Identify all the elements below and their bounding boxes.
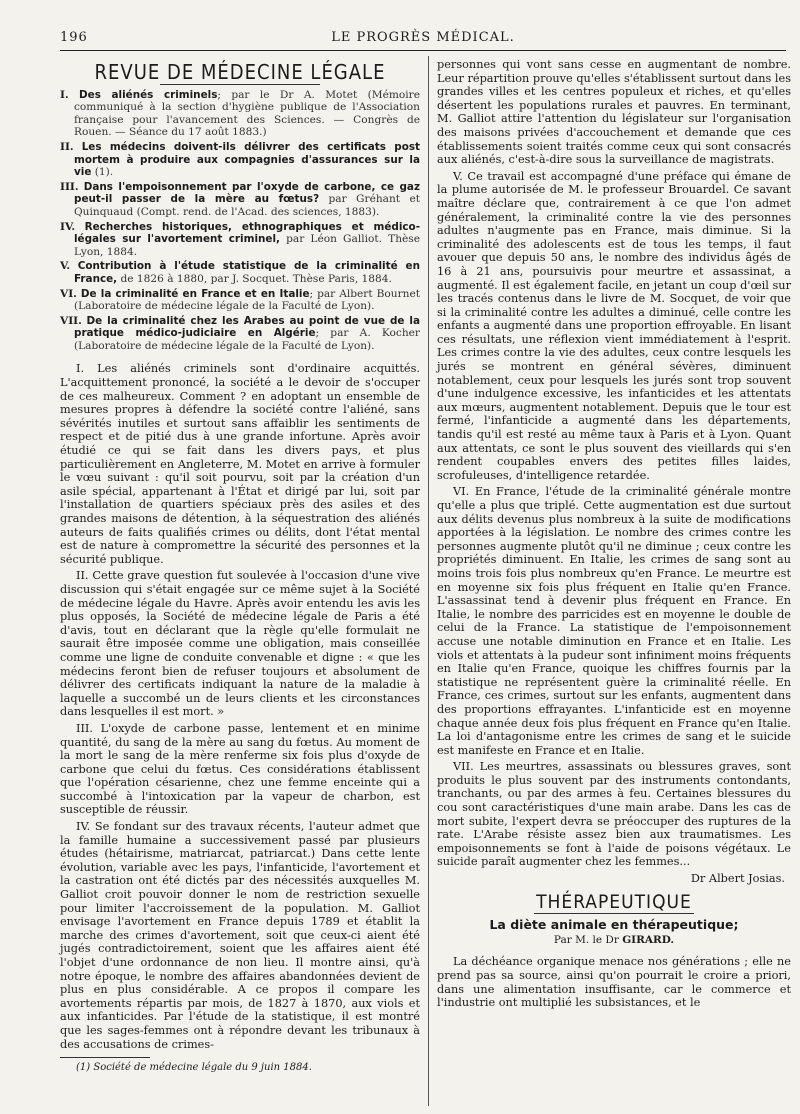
contents-item: II. Les médecins doivent-ils délivrer des certificats post mortem à produire aux compagnies d'assurances sur la vie (1). xyxy=(60,140,421,179)
contents-item: I. Des aliénés criminels; par le Dr A. Motet (Mémoire communiqué à la section d'hygiène publique de l'Association française pour l'avancement des Sciences. — Congrès de Rouen. — Séance du 17 août 1883.) xyxy=(60,88,420,139)
byline-author: GIRARD. xyxy=(622,933,675,946)
paragraph-vii: VII. Les meurtres, assassinats ou blessures graves, sont produits le plus souvent par des instruments contondants, tranchants, ou par des armes à feu. Certaines blessures du cou sont caractéristiques d'une main arabe. Dans les cas de mort subite, l'expert devra se préoccuper des ruptures de la rate. L'Arabe résiste assez bien aux traumatismes. Les empoisonnements se font à l'aide de poisons végétaux. Le suicide paraît augmenter chez les femmes... xyxy=(437,760,791,869)
paragraph-iv-continued: personnes qui vont sans cesse en augmentant de nombre. Leur répartition prouve qu'elles s'établissent surtout dans les grandes villes et les centres populeux et riches, et qu'elles désertent les populations rurales et pauvres. En terminant, M. Galliot attire l'attention du législateur sur l'organisation des maisons privées d'accouchement et demande que ces établissements soient traités comme ceux qui sont consacrés aux aliénés, c'est-à-dire sous la surveillance de magistrats. xyxy=(437,58,791,167)
article-byline xyxy=(437,934,791,948)
paragraph-ii: II. Cette grave question fut soulevée à l'occasion d'une vive discussion qui s'était engagée sur ce même sujet à la Société de médecine légale du Havre. Après avoir entendu les avis les plus opposés, la Société de médecine légale de Paris a été d'avis, tout en déclarant que la règle qu'elle formulait ne saurait être imposée comme une obligation, mais conseillée comme une ligne de conduite convenable et digne : « que les médecins feront bien de refuser toujours et absolument de délivrer des certificats indiquant la nature de la maladie à laquelle a succombé un de leurs clients et les circonstances dans lesquelles il est mort. » xyxy=(60,569,420,719)
right-column xyxy=(437,58,791,1013)
footnote: (1) Société de médecine légale du 9 juin 1884. xyxy=(76,1062,312,1074)
contents-item: VII. De la criminalité chez les Arabes au point de vue de la pratique médico-judiciaire en Algérie; par A. Kocher (Laboratoire de médecine légale de la Faculté de Lyon). xyxy=(60,314,420,352)
contents-item: V. Contribution à l'étude statistique de la criminalité en France, de 1826 à 1880, par J. Socquet. Thèse Paris, 1884. xyxy=(60,260,420,285)
review-contents-list xyxy=(60,89,420,353)
paragraph-v: V. Ce travail est accompagné d'une préface qui émane de la plume autorisée de M. le professeur Brouardel. Ce savant maître déclare que, contrairement à ce que l'on admet généralement, la criminalité contre la vie des personnes adultes n'augmente pas en France, mais diminue. Si la criminalité des adolescents est de tous les temps, il faut avouer que depuis 50 ans, le nombre des individus âgés de 16 à 21 ans, poursuivis pour meurtre et assassinat, a augmenté. Il est également facile, en jetant un coup d'œil sur les tracés contenus dans le livre de M. Socquet, de voir que si la criminalité contre les adultes a diminué, celle contre les enfants a augmenté dans une proportion effroyable. En lisant ces résultats, une réflexion vient immédiatement à l'esprit. Les crimes contre la vie des adultes, ceux contre lesquels les jurés se montrent en général sévères, diminuent notablement, ceux pour lesquels les jurés sont trop souvent d'une indulgence excessive, les infanticides et les attentats aux mœurs, augmentent notablement. Depuis que le tour est fermé, l'infanticide a augmenté dans les départements, tandis qu'il est resté au même taux à Paris et à Lyon. Quant aux attentats, ce sont le plus souvent des vieillards qui s'en rendent coupables envers des petites filles laides, scrofuleuses, d'intelligence retardée. xyxy=(437,169,791,482)
page-number: 196 xyxy=(60,30,88,45)
section-title-medecine-legale: REVUE DE MÉDECINE LÉGALE xyxy=(94,60,386,84)
paragraph-iii: III. L'oxyde de carbone passe, lentement et en minime quantité, du sang de la mère au sang du fœtus. Au moment de la mort le sang de la mère renferme six fois plus d'oxyde de carbone que celui du fœtus. Ces considérations établissent que l'opération césarienne, chez une femme enceinte qui a succombé à l'intoxication par la vapeur de charbon, est susceptible de réussir. xyxy=(60,721,420,817)
section-title-therapeutique: THÉRAPEUTIQUE xyxy=(536,890,692,913)
article-paragraph: La déchéance organique menace nos générations ; elle ne prend pas sa source, ainsi qu'on pourrait le croire a priori, dans une alimentation insuffisante, car le commerce et l'industrie ont multiplié les subsistances, et le xyxy=(437,955,791,1010)
running-header xyxy=(60,30,786,51)
journal-title: LE PROGRÈS MÉDICAL. xyxy=(331,30,515,45)
contents-item: VI. De la criminalité en France et en Italie; par Albert Bournet (Laboratoire de médecine légale de la Faculté de Lyon). xyxy=(60,287,420,313)
left-column xyxy=(60,58,420,1078)
contents-item: IV. Recherches historiques, ethnographiques et médico-légales sur l'avortement criminel, par Léon Galliot. Thèse Lyon, 1884. xyxy=(60,220,421,258)
byline-prefix: Par M. le Dr xyxy=(553,933,619,946)
contents-item: III. Dans l'empoisonnement par l'oxyde de carbone, ce gaz peut-il passer de la mère au fœtus? par Gréhant et Quinquaud (Compt. rend. de l'Acad. des sciences, 1883). xyxy=(60,180,420,218)
column-divider xyxy=(428,56,429,1106)
paragraph-iv: IV. Se fondant sur des travaux récents, l'auteur admet que la famille humaine a successivement passé par plusieurs études (hétairisme, matriarcat, patriarcat.) Dans cette lente évolution, variable avec les pays, l'infanticide, l'avortement et la castration ont été dictés par des nécessités auxquelles M. Galliot croit pouvoir donner le nom de restriction sexuelle pour limiter l'accroissement de la population. M. Galliot envisage l'avortement en France depuis 1789 et établit la marche des crimes d'avortement, soit que ceux-ci aient été jugés contradictoirement, soient que les affaires aient été l'objet d'une ordonnance de non lieu. Il montre ainsi, qu'à notre époque, le nombre des affaires abandonnées devient de plus en plus considérable. A ce propos il compare les avortements répartis par mois, de 1827 à 1870, aux viols et aux infanticides. Par l'étude de la statistique, il est montré que les sages-femmes ont à répondre devant les tribunaux à des accusations de crimes- xyxy=(60,820,420,1051)
paragraph-i: I. Les aliénés criminels sont d'ordinaire acquittés. L'acquittement prononcé, la société a le devoir de s'occuper de ces malheureux. Comment ? en adoptant un ensemble de mesures propres à défendre la société contre l'aliéné, sans sévérités inutiles et surtout sans affaiblir les sentiments de respect et de pitié dus à une grande infortune. Après avoir étudié ce qui se fait dans les divers pays, et plus particulièrement en Angleterre, M. Motet en arrive à formuler le vœu suivant : qu'il soit pourvu, soit par la création d'un asile spécial, appartenant à l'État et dirigé par lui, soit par l'installation de quartiers spéciaux près des asiles et des grandes maisons de détention, à la séquestration des aliénés auteurs de faits qualifiés crimes ou délits, dont l'état mental est de nature à compromettre la sécurité des personnes et la sécurité publique. xyxy=(60,362,420,566)
article-title: La diète animale en thérapeutique; xyxy=(489,917,739,933)
footnote-rule xyxy=(60,1057,150,1058)
author-signature: Dr Albert Josias. xyxy=(690,872,785,886)
paragraph-vi: VI. En France, l'étude de la criminalité générale montre qu'elle a plus que triplé. Cette augmentation est due surtout aux délits devenus plus nombreux à la suite de modifications apportées à la législation. Le nombre des crimes contre les personnes augmente plutôt qu'il ne diminue ; ceux contre les propriétés diminuent. En Italie, les crimes de sang sont au moins trois fois plus nombreux qu'en France. Le meurtre est en moyenne six fois plus fréquent en Italie qu'en France. L'assassinat tend à devenir plus fréquent en France. En Italie, le nombre des parricides est en moyenne le double de celui de la France. La statistique de l'empoisonnement accuse une notable diminution en France et en Italie. Les viols et attentats à la pudeur sont infiniment moins fréquents en Italie qu'en France, quoique les chiffres fournis par la statistique ne représentent guère la criminalité réelle. En France, ces crimes, surtout sur les enfants, augmentent dans des proportions effrayantes. L'infanticide est en moyenne chaque année deux fois plus fréquent en France qu'en Italie. La loi d'antagonisme entre les crimes de sang et le suicide est manifeste en France et en Italie. xyxy=(437,485,791,757)
section-rule xyxy=(534,913,694,914)
